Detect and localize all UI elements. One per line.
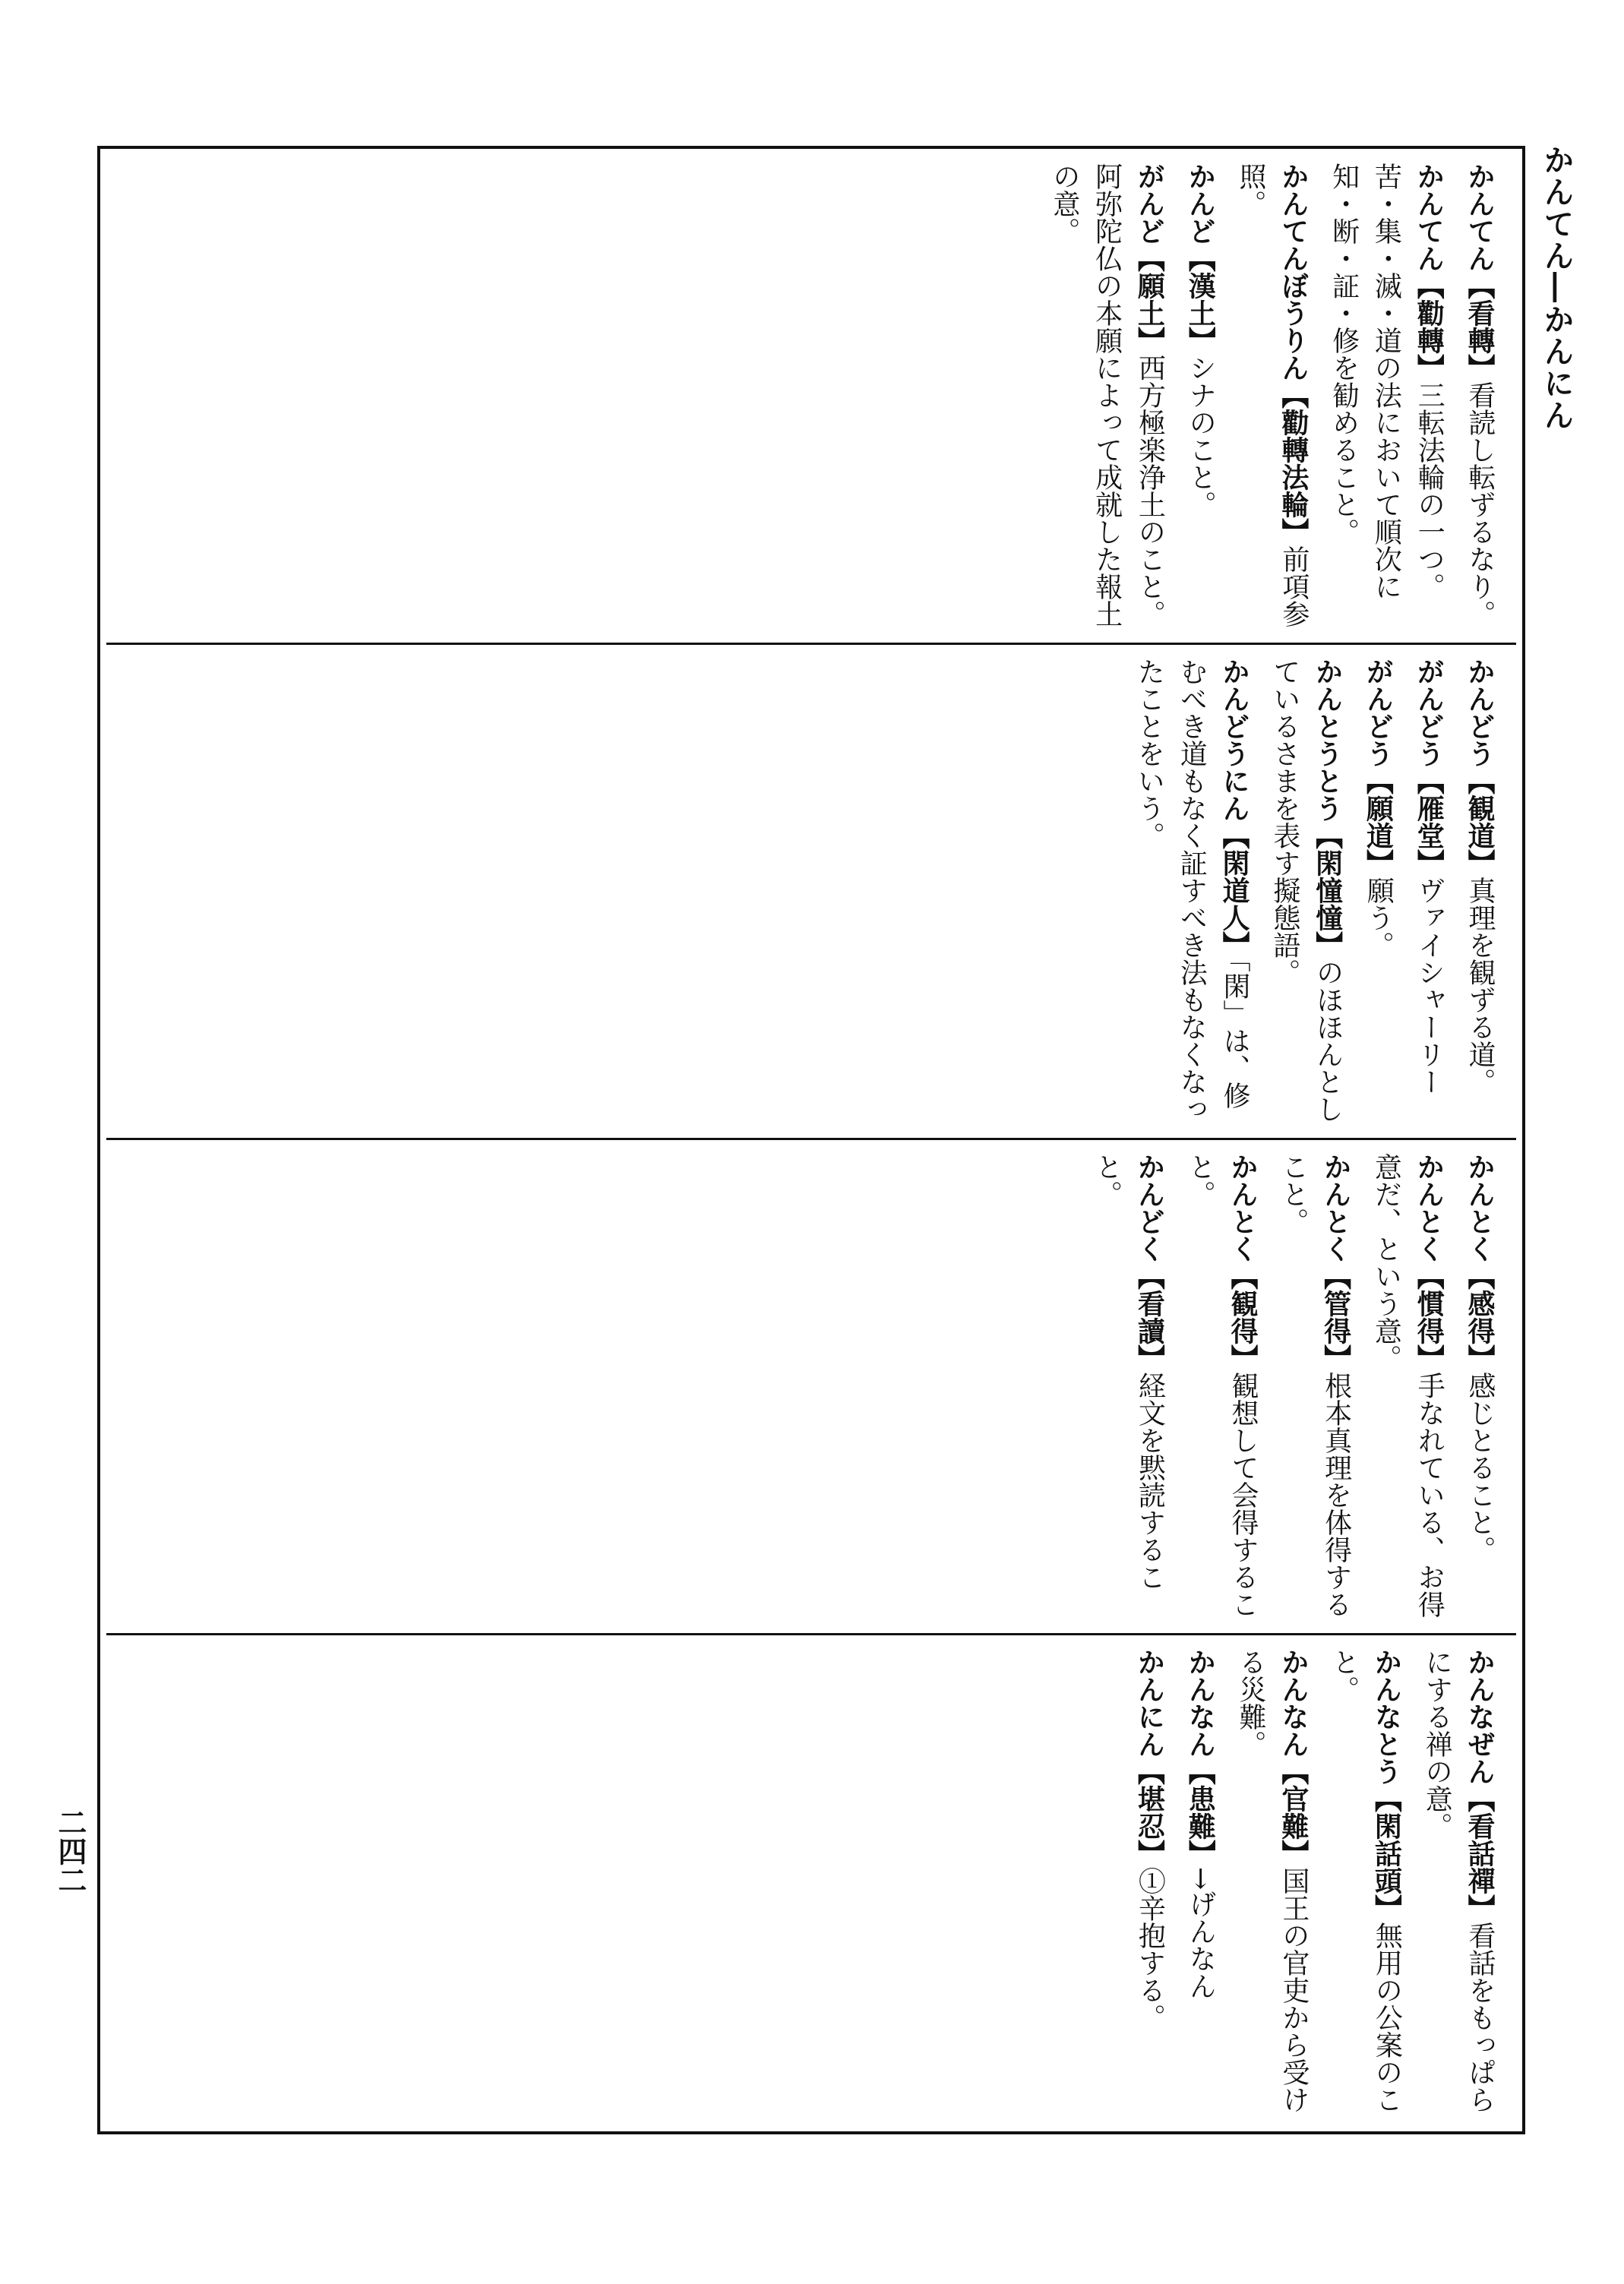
dictionary-entry	[1128, 1648, 1171, 2116]
entry-text: 観想して会得すること。	[1184, 1153, 1259, 1618]
entry-text: 三転法輪の一つ。苦・集・滅・道の法において順次に知・断・証・修を勧めること。	[1328, 163, 1445, 600]
entry-text: 看読し転ずるなり。	[1464, 381, 1496, 627]
running-header: かんてん―かんにん	[1539, 144, 1575, 431]
entry-headword: かんてんぼうりん【勸轉法輪】	[1277, 163, 1310, 545]
entry-headword: かんなぜん【看話禪】	[1464, 1648, 1496, 1922]
tier-3	[106, 1142, 1516, 1628]
entry-text: 経文を黙読すること。	[1091, 1153, 1166, 1591]
entry-headword: かんとく【管得】	[1319, 1153, 1352, 1372]
entry-headword: かんなん【官難】	[1277, 1648, 1310, 1867]
dictionary-entry	[1357, 658, 1400, 1123]
dictionary-entry	[1178, 1153, 1264, 1618]
entry-headword: かんとく【慣得】	[1413, 1153, 1445, 1372]
dictionary-entry	[1085, 1153, 1171, 1618]
entry-text: ①辛抱する。	[1134, 1867, 1166, 2031]
tier-divider	[106, 1138, 1516, 1140]
entry-headword: がんどう【願道】	[1362, 658, 1395, 877]
dictionary-entry	[1272, 1153, 1357, 1618]
entry-headword: かんとく【観得】	[1227, 1153, 1259, 1372]
entry-text: 国王の官吏から受ける災難。	[1235, 1648, 1310, 2113]
entry-text: →げんなん	[1185, 1867, 1217, 2000]
entry-text: 感じとること。	[1464, 1372, 1496, 1563]
page-number: 二四二	[53, 1808, 87, 1894]
entry-headword: かんなとう【閑話頭】	[1370, 1648, 1403, 1922]
entry-headword: かんてん【勸轉】	[1413, 163, 1445, 381]
dictionary-entry	[1178, 1648, 1221, 2116]
tier-2	[106, 647, 1516, 1133]
entry-headword: かんなん【患難】	[1184, 1648, 1217, 1867]
dictionary-entry	[1415, 1648, 1501, 2116]
dictionary-entry	[1407, 658, 1450, 1123]
dictionary-entry	[1178, 163, 1221, 627]
entry-text: のほほんとしているさまを表す擬態語。	[1269, 658, 1344, 1123]
entry-text: 「閑」は、修むべき道もなく証すべき法もなくなったことをいう。	[1133, 658, 1251, 1123]
dictionary-entry	[1458, 1153, 1501, 1618]
entry-text: 西方極楽浄土のこと。阿弥陀仏の本願によって成就した報土の意。	[1048, 163, 1166, 627]
entry-headword: かんとうとう【閑憧憧】	[1311, 658, 1344, 959]
dictionary-entry	[1458, 658, 1501, 1123]
dictionary-entry	[1322, 1648, 1408, 2116]
tier-4	[106, 1638, 1516, 2127]
entry-headword: かんどうにん【閑道人】	[1218, 658, 1251, 959]
dictionary-entry	[1322, 163, 1450, 627]
dictionary-entry	[1229, 163, 1315, 627]
entry-text: 前項参照。	[1235, 163, 1310, 627]
dictionary-entry	[1458, 163, 1501, 627]
entry-headword: かんど【漢土】	[1184, 163, 1217, 354]
dictionary-entry	[1263, 658, 1349, 1123]
dictionary-entry	[1043, 163, 1171, 627]
entry-headword: かんどう【観道】	[1464, 658, 1496, 877]
entry-headword: がんど【願土】	[1133, 163, 1166, 354]
entry-headword: かんとく【感得】	[1464, 1153, 1496, 1372]
entry-text: ヴァイシャーリー	[1414, 877, 1445, 1095]
entry-headword: がんどう【雁堂】	[1413, 658, 1445, 877]
entry-headword: かんどく【看讀】	[1133, 1153, 1166, 1372]
dictionary-entry	[1229, 1648, 1315, 2116]
entry-text: シナのこと。	[1185, 354, 1217, 518]
entry-text: 真理を観ずる道。	[1464, 877, 1496, 1095]
dictionary-entry	[1365, 1153, 1451, 1618]
entry-headword: かんにん【堪忍】	[1133, 1648, 1166, 1867]
entry-headword: かんてん【看轉】	[1464, 163, 1496, 381]
entry-text: 看話をもっぱらにする禅の意。	[1421, 1648, 1496, 2113]
tier-divider	[106, 643, 1516, 645]
entry-text: 根本真理を体得すること。	[1277, 1153, 1352, 1618]
entry-text: 願う。	[1363, 877, 1395, 959]
entry-text: 手なれている、お得意だ、という意。	[1370, 1153, 1445, 1618]
tier-divider	[106, 1633, 1516, 1635]
tier-1	[106, 152, 1516, 638]
dictionary-entry	[1128, 658, 1256, 1123]
entry-text: 無用の公案のこと。	[1328, 1648, 1403, 2113]
